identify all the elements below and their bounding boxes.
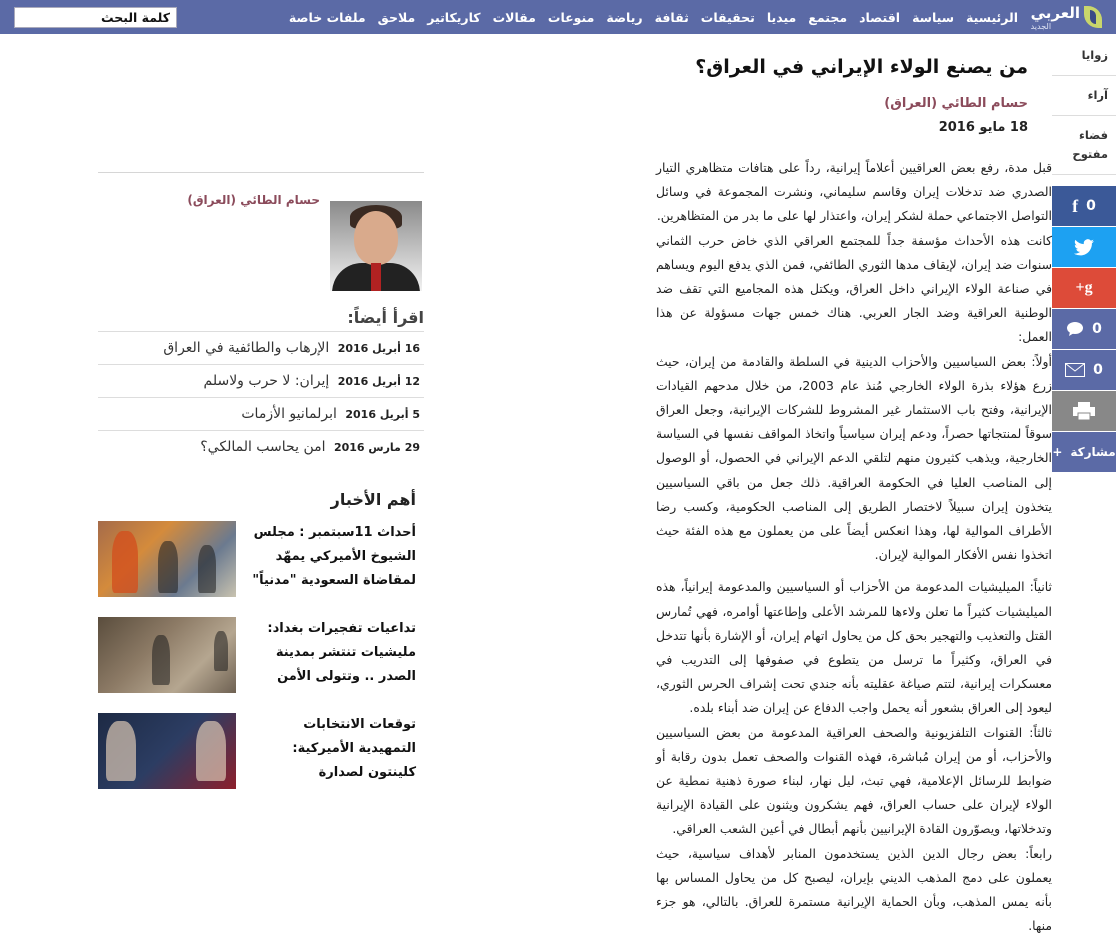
read-also-link[interactable]: إيران: لا حرب ولاسلم [203, 373, 330, 389]
news-item[interactable] [98, 521, 416, 613]
comments-button[interactable] [1052, 309, 1116, 349]
googleplus-share-button[interactable] [1052, 268, 1116, 308]
section-item-opinions[interactable]: آراء [1052, 76, 1116, 116]
read-also-item[interactable] [98, 430, 424, 463]
nav-item-special-files[interactable]: ملفات خاصة [288, 9, 366, 25]
nav-item-sports[interactable]: رياضة [606, 9, 643, 25]
twitter-share-button[interactable] [1052, 227, 1116, 267]
top-news [98, 490, 416, 809]
nav-item-supplements[interactable]: ملاحق [377, 9, 416, 25]
nav-item-home[interactable]: الرئيسية [966, 9, 1018, 25]
read-also-item[interactable] [98, 364, 424, 397]
logo-name: العربي [1030, 4, 1080, 22]
article-paragraph: أولاً: بعض السياسيين والأحزاب الدينية في السلطة والقادمة من إيران، حيث زرع هؤلاء بذرة الولاء الخارجي مُنذ عام 2003، من خلال مدحهم القيادات الإيرانية، وفتح باب الاستثمار غير المشروط للشركات الإيرانية، وجعل العراق سوقاً لمنتجاتها حصراً، ودعم إيران سياسياً واتخاذ المواقف نفسها في السياسة الخارجية، ويذهب كثيرون منهم لتلقي الدعم الإيراني في الحصول، أو الوصول إلى المناصب العليا في الحكومة العراقية. ذلك جعل من باقي السياسيين يتخذون إيران سبيلاً لاختصار الطريق إلى المناصب الحكومية، وكسب رضا الأطراف الموالية لها، وهذا انعكس أيضاً على من يعملون مع هذه الفئة حيث اتخذوا نفس الأفكار الموالية لإيران. [656, 353, 1052, 563]
share-more-button[interactable] [1052, 432, 1116, 472]
article-author-link[interactable]: حسام الطائي (العراق) [884, 96, 1028, 111]
author-photo[interactable] [330, 201, 422, 291]
top-nav-bar [0, 0, 1116, 34]
article-paragraph: ثالثاً: القنوات التلفزيونية والصحف العراقية المدعومة من بعض السياسيين والأحزاب، أو من إيران مُباشرة، فهذه القنوات والصحف تعمل بدون رقابة أو ضوابط للرسائل الإعلامية، فهي تبث، ليل نهار، لبناء صورة ذهنية نمطية عن الولاء لإيران على حساب العراق، فهم يشكرون ويثنون على القيادة الإيرانية وتدخلاتها، ويصوّرون القادة الإيرانيين بأنهم أبطال في أعين الشعب العراقي. [656, 724, 1052, 837]
main-nav [283, 0, 1024, 34]
logo-leaf-icon [1084, 6, 1102, 28]
mail-icon [1065, 363, 1085, 377]
author-photo-face [354, 211, 398, 265]
nav-item-media[interactable]: ميديا [766, 9, 797, 25]
nav-item-economy[interactable]: اقتصاد [859, 9, 901, 25]
email-count: 0 [1093, 362, 1103, 378]
nav-item-misc[interactable]: منوعات [547, 9, 595, 25]
section-item-corners[interactable]: زوايا [1052, 34, 1116, 76]
article-paragraph: قبل مدة، رفع بعض العراقيين أعلاماً إيرانية، رداً على هتافات متظاهري التيار الصدري ضد تدخلات إيران وقاسم سليماني، ونشرت المجموعة في وسائل التواصل الاجتماعي حملة لشكر إيران، واعتذار لها على ما بدر من المتظاهرين. [656, 160, 1052, 224]
article-title: من يصنع الولاء الإيراني في العراق؟ [695, 56, 1028, 78]
comments-count: 0 [1092, 321, 1102, 337]
read-also-date: 12 أبريل 2016 [337, 375, 420, 388]
read-also-title: اقرأ أيضاً: [347, 308, 424, 327]
news-thumbnail[interactable] [98, 713, 236, 789]
facebook-icon: f [1072, 195, 1079, 216]
author-photo-tie [371, 263, 381, 291]
print-button[interactable] [1052, 391, 1116, 431]
nav-item-articles[interactable]: مقالات [492, 9, 536, 25]
search-input[interactable] [14, 7, 177, 28]
news-thumbnail[interactable] [98, 617, 236, 693]
read-also-link[interactable]: الإرهاب والطائفية في العراق [163, 340, 330, 356]
read-also-date: 29 مارس 2016 [333, 441, 420, 454]
email-share-button[interactable] [1052, 350, 1116, 390]
twitter-icon [1074, 239, 1094, 256]
news-headline[interactable]: تداعيات تفجيرات بغداد: مليشيات تنتشر بمدينة الصدر .. وتتولى الأمن [267, 621, 416, 684]
author-box [98, 172, 424, 291]
site-logo[interactable] [1031, 3, 1102, 31]
news-headline[interactable]: أحداث 11سبتمبر : مجلس الشيوخ الأميركي يمهّد لمقاضاة السعودية "مدنياً" [252, 525, 416, 588]
article-paragraph: ثانياً: الميليشيات المدعومة من الأحزاب أو السياسيين والمدعومة إيرانياً، هذه الميليشيات كثيراً ما تعلن ولاءها للمرشد الأعلى وإطاعتها أوامره، فهي تُمارس القتل والتعذيب والتهجير بحق كل من يحاول اتهام إيران، أو الإشارة بأنها تتدخل في العراق، وكثيراً ما ترسل من يتطوع في صفوفها إلى التدريب في معسكرات إيرانية، لتتم صياغة عقليته بأنه جندي تحت إشراف الحرس الثوري، ليعود إلى العراق بشعور أنه يحمل واجب الدفاع عن إيران ضد أبناء بلده. [656, 579, 1052, 716]
read-also-date: 16 أبريل 2016 [337, 342, 420, 355]
share-bar [1052, 186, 1116, 473]
comment-icon [1066, 321, 1084, 337]
article-date: 18 مايو 2016 [938, 120, 1028, 135]
read-also-item[interactable] [98, 331, 424, 364]
news-headline[interactable]: توقعات الانتخابات التمهيدية الأميركية: كلينتون لصدارة [292, 717, 416, 780]
article-body [656, 156, 1052, 939]
share-plus-icon: + [1052, 445, 1063, 459]
facebook-share-count: 0 [1086, 198, 1096, 214]
news-thumbnail[interactable] [98, 521, 236, 597]
nav-item-society[interactable]: مجتمع [808, 9, 848, 25]
section-item-open-space[interactable]: فضاء مفتوح [1052, 116, 1116, 175]
news-item[interactable] [98, 617, 416, 709]
read-also-link[interactable]: ابرلمانيو الأزمات [241, 406, 337, 422]
facebook-share-button[interactable] [1052, 186, 1116, 226]
article-paragraph: كانت هذه الأحداث مؤسفة جداً للمجتمع العراقي الذي خاض حرب الثماني سنوات ضد إيران، لإيقاف مدها الثوري الطائفي، فمن الذي يدفع اليوم ويساهم في صناعة الولاء الإيراني داخل العراق، ويكتل هذه المجاميع التي تقف ضد الوطنية العراقية وضد الجار العربي. هناك خمس جهات مسؤولة عن هذا العمل: [656, 232, 1052, 345]
share-label: مشاركة [1070, 445, 1116, 459]
nav-item-culture[interactable]: ثقافة [654, 9, 689, 25]
logo-sub: الجديد [1030, 22, 1052, 31]
nav-item-caricature[interactable]: كاريكاتير [427, 9, 481, 25]
news-item[interactable] [98, 713, 416, 805]
read-also-date: 5 أبريل 2016 [345, 408, 420, 421]
nav-item-politics[interactable]: سياسة [912, 9, 955, 25]
printer-icon [1073, 402, 1095, 420]
article-paragraph: رابعاً: بعض رجال الدين الذين يستخدمون المنابر لأهداف سياسية، حيث يعملون على دمج المذهب الديني بإيران، ليصبح كل من يحاول المساس بها بأنه يمس المذهب، وبأن الحماية الإيرانية مستمرة للعراق. بالتالي، هو جزء منها. [656, 845, 1052, 934]
top-news-title: أهم الأخبار [330, 490, 416, 509]
sidebar [98, 172, 424, 780]
nav-item-investigations[interactable]: تحقيقات [700, 9, 755, 25]
read-also [98, 308, 424, 463]
author-box-name[interactable]: حسام الطائي (العراق) [187, 193, 320, 207]
googleplus-icon: g+ [1075, 279, 1093, 296]
read-also-link[interactable]: امن يحاسب المالكي؟ [200, 439, 326, 455]
read-also-item[interactable] [98, 397, 424, 430]
